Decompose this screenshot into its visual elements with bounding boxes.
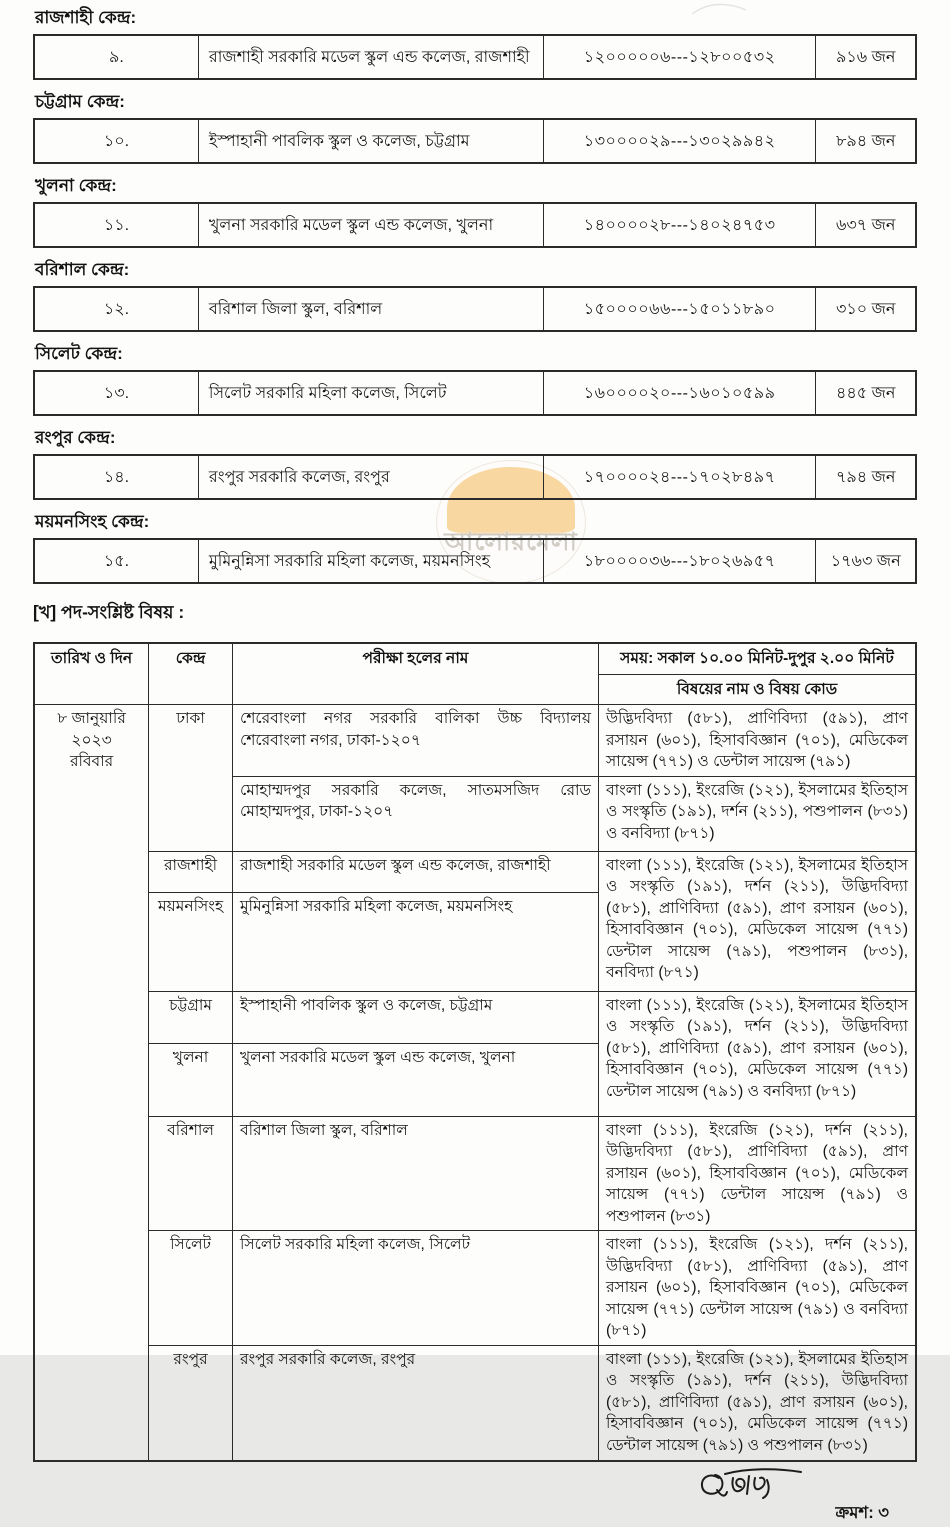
header-subject: বিষয়ের নাম ও বিষয় কোড — [598, 674, 916, 705]
candidate-count-cell: ৯১৬ জন — [816, 35, 916, 79]
subjects-cell: বাংলা (১১১), ইংরেজি (১২১), ইসলামের ইতিহাস ও সংস্কৃতি (১৯১), দর্শন (২১১), উদ্ভিদবিদ্যা (৫৮১), প্রাণিবিদ্যা (৫৯১), প্রাণ রসায়ন (৬০১), হিসাববিজ্ঞান (৭০১), মেডিকেল সায়েন্স (৭৭১) ডেন্টাল সায়েন্স (৭৯১) ও বনবিদ্যা (৮৭১) — [598, 991, 916, 1116]
section-heading: ময়মনসিংহ কেন্দ্র: — [35, 512, 150, 531]
subjects-cell: বাংলা (১১১), ইংরেজি (১২১), দর্শন (২১১), উদ্ভিদবিদ্যা (৫৮১), প্রাণিবিদ্যা (৫৯১), প্রাণ রসায়ন (৬০১), হিসাববিজ্ঞান (৭০১), মেডিকেল সায়েন্স (৭৭১) ডেন্টাল সায়েন্স (৭৯১) ও বনবিদ্যা (৮৭১) — [598, 1231, 916, 1346]
table-row — [34, 119, 916, 163]
center-section-rangpur — [33, 428, 917, 500]
candidate-count-cell: ১৭৬৩ জন — [816, 539, 916, 583]
schedule-row — [34, 705, 916, 777]
institution-cell: খুলনা সরকারি মডেল স্কুল এন্ড কলেজ, খুলনা — [198, 203, 543, 247]
schedule-row — [34, 851, 916, 892]
serial-cell: ১৪. — [34, 455, 198, 499]
section-heading: রাজশাহী কেন্দ্র: — [35, 8, 137, 27]
center-table — [33, 286, 917, 332]
section-heading: চট্টগ্রাম কেন্দ্র: — [35, 92, 125, 111]
candidate-count-cell: ৩১০ জন — [816, 287, 916, 331]
roll-range-cell: ১২০০০০০৬---১২৮০০৫৩২ — [543, 35, 816, 79]
continued-label: ক্রমশ: ৩ — [835, 1503, 889, 1522]
signature-mark — [697, 1466, 807, 1508]
candidate-count-cell: ৭৯৪ জন — [816, 455, 916, 499]
center-table — [33, 454, 917, 500]
center-table — [33, 370, 917, 416]
schedule-row — [34, 1116, 916, 1231]
candidate-count-cell: ৮৯৪ জন — [816, 119, 916, 163]
center-table — [33, 118, 917, 164]
date-text: ৮ জানুয়ারি ২০২৩ — [57, 710, 126, 749]
roll-range-cell: ১৭০০০০২৪---১৭০২৮৪৯৭ — [543, 455, 816, 499]
center-table — [33, 34, 917, 80]
center-cell-chattogram: চট্টগ্রাম — [149, 991, 233, 1043]
table-row — [34, 539, 916, 583]
header-row-1 — [34, 643, 916, 674]
candidate-count-cell: ৬৩৭ জন — [816, 203, 916, 247]
exam-schedule-table — [33, 642, 917, 1462]
center-table — [33, 538, 917, 584]
institution-cell: সিলেট সরকারি মহিলা কলেজ, সিলেট — [198, 371, 543, 415]
page-footer — [33, 1462, 917, 1522]
roll-range-cell: ১৩০০০০২৯---১৩০২৯৯৪২ — [543, 119, 816, 163]
center-section-chattogram — [33, 92, 917, 164]
center-cell-dhaka: ঢাকা — [149, 705, 233, 852]
roll-range-cell: ১৫০০০০৬৬---১৫০১১৮৯০ — [543, 287, 816, 331]
center-section-sylhet — [33, 344, 917, 416]
roll-range-cell: ১৪০০০০২৮---১৪০২৪৭৫৩ — [543, 203, 816, 247]
subjects-cell: উদ্ভিদবিদ্যা (৫৮১), প্রাণিবিদ্যা (৫৯১), প্রাণ রসায়ন (৬০১), হিসাববিজ্ঞান (৭০১), মেডিকেল সায়েন্স (৭৭১) ও ডেন্টাল সায়েন্স (৭৯১) — [598, 705, 916, 777]
center-section-mymensingh — [33, 512, 917, 584]
hall-cell: ইস্পাহানী পাবলিক স্কুল ও কলেজ, চট্টগ্রাম — [232, 991, 598, 1043]
serial-cell: ৯. — [34, 35, 198, 79]
hall-cell: খুলনা সরকারি মডেল স্কুল এন্ড কলেজ, খুলনা — [232, 1043, 598, 1116]
table-row — [34, 455, 916, 499]
header-time: সময়: সকাল ১০.০০ মিনিট-দুপুর ২.০০ মিনিট — [598, 643, 916, 674]
center-cell-rangpur: রংপুর — [149, 1345, 233, 1461]
schedule-row — [34, 1345, 916, 1461]
subjects-cell: বাংলা (১১১), ইংরেজি (১২১), ইসলামের ইতিহাস ও সংস্কৃতি (১৯১), দর্শন (২১১), পশুপালন (৮৩১) ও বনবিদ্যা (৮৭১) — [598, 776, 916, 851]
serial-cell: ১১. — [34, 203, 198, 247]
section-heading: বরিশাল কেন্দ্র: — [35, 260, 130, 279]
hall-cell: মোহাম্মদপুর সরকারি কলেজ, সাতমসজিদ রোড মোহাম্মদপুর, ঢাকা-১২০৭ — [232, 776, 598, 851]
section-b-title: [খ] পদ-সংশ্লিষ্ট বিষয় : — [33, 602, 185, 622]
hall-cell: মুমিনুন্নিসা সরকারি মহিলা কলেজ, ময়মনসিংহ — [232, 892, 598, 991]
institution-cell: বরিশাল জিলা স্কুল, বরিশাল — [198, 287, 543, 331]
hall-cell: সিলেট সরকারি মহিলা কলেজ, সিলেট — [232, 1231, 598, 1346]
roll-range-cell: ১৬০০০০২০---১৬০১০৫৯৯ — [543, 371, 816, 415]
serial-cell: ১০. — [34, 119, 198, 163]
table-row — [34, 287, 916, 331]
schedule-row — [34, 991, 916, 1043]
section-heading: রংপুর কেন্দ্র: — [35, 428, 116, 447]
schedule-row — [34, 1231, 916, 1346]
serial-cell: ১৩. — [34, 371, 198, 415]
hall-cell: রংপুর সরকারি কলেজ, রংপুর — [232, 1345, 598, 1461]
section-heading: খুলনা কেন্দ্র: — [35, 176, 117, 195]
table-row — [34, 35, 916, 79]
serial-cell: ১৫. — [34, 539, 198, 583]
center-cell-sylhet: সিলেট — [149, 1231, 233, 1346]
serial-cell: ১২. — [34, 287, 198, 331]
center-cell-khulna: খুলনা — [149, 1043, 233, 1116]
candidate-count-cell: ৪৪৫ জন — [816, 371, 916, 415]
institution-cell: ইস্পাহানী পাবলিক স্কুল ও কলেজ, চট্টগ্রাম — [198, 119, 543, 163]
table-row — [34, 203, 916, 247]
subjects-cell: বাংলা (১১১), ইংরেজি (১২১), ইসলামের ইতিহাস ও সংস্কৃতি (১৯১), দর্শন (২১১), উদ্ভিদবিদ্যা (৫৮১), প্রাণিবিদ্যা (৫৯১), প্রাণ রসায়ন (৬০১), হিসাববিজ্ঞান (৭০১), মেডিকেল সায়েন্স (৭৭১) ডেন্টাল সায়েন্স (৭৯১), পশুপালন (৮৩১), বনবিদ্যা (৮৭১) — [598, 851, 916, 991]
header-hall: পরীক্ষা হলের নাম — [232, 643, 598, 705]
day-text: রবিবার — [69, 753, 114, 770]
center-table — [33, 202, 917, 248]
center-section-khulna — [33, 176, 917, 248]
institution-cell: মুমিনুন্নিসা সরকারি মহিলা কলেজ, ময়মনসিংহ — [198, 539, 543, 583]
section-heading: সিলেট কেন্দ্র: — [35, 344, 123, 363]
header-date-day: তারিখ ও দিন — [34, 643, 149, 705]
hall-cell: শেরেবাংলা নগর সরকারি বালিকা উচ্চ বিদ্যালয় শেরেবাংলা নগর, ঢাকা-১২০৭ — [232, 705, 598, 777]
subjects-cell: বাংলা (১১১), ইংরেজি (১২১), ইসলামের ইতিহাস ও সংস্কৃতি (১৯১), দর্শন (২১১), উদ্ভিদবিদ্যা (৫৮১), প্রাণিবিদ্যা (৫৯১), প্রাণ রসায়ন (৬০১), হিসাববিজ্ঞান (৭০১), মেডিকেল সায়েন্স (৭৭১) ডেন্টাল সায়েন্স (৭৯১) ও পশুপালন (৮৩১) — [598, 1345, 916, 1461]
watermark-text: আলোরমেলা — [444, 528, 578, 556]
header-center: কেন্দ্র — [149, 643, 233, 705]
center-section-barishal — [33, 260, 917, 332]
table-row — [34, 371, 916, 415]
institution-cell: রংপুর সরকারি কলেজ, রংপুর — [198, 455, 543, 499]
center-cell-barishal: বরিশাল — [149, 1116, 233, 1231]
institution-cell: রাজশাহী সরকারি মডেল স্কুল এন্ড কলেজ, রাজশাহী — [198, 35, 543, 79]
hall-cell: রাজশাহী সরকারি মডেল স্কুল এন্ড কলেজ, রাজশাহী — [232, 851, 598, 892]
center-cell-rajshahi: রাজশাহী — [149, 851, 233, 892]
center-section-rajshahi — [33, 8, 917, 80]
roll-range-cell: ১৮০০০০৩৬---১৮০২৬৯৫৭ — [543, 539, 816, 583]
date-cell — [34, 705, 149, 1461]
subjects-cell: বাংলা (১১১), ইংরেজি (১২১), দর্শন (২১১), উদ্ভিদবিদ্যা (৫৮১), প্রাণিবিদ্যা (৫৯১), প্রাণ রসায়ন (৬০১), হিসাববিজ্ঞান (৭০১), মেডিকেল সায়েন্স (৭৭১) ডেন্টাল সায়েন্স (৭৯১) ও পশুপালন (৮৩১) — [598, 1116, 916, 1231]
hall-cell: বরিশাল জিলা স্কুল, বরিশাল — [232, 1116, 598, 1231]
center-cell-mymensingh: ময়মনসিংহ — [149, 892, 233, 991]
